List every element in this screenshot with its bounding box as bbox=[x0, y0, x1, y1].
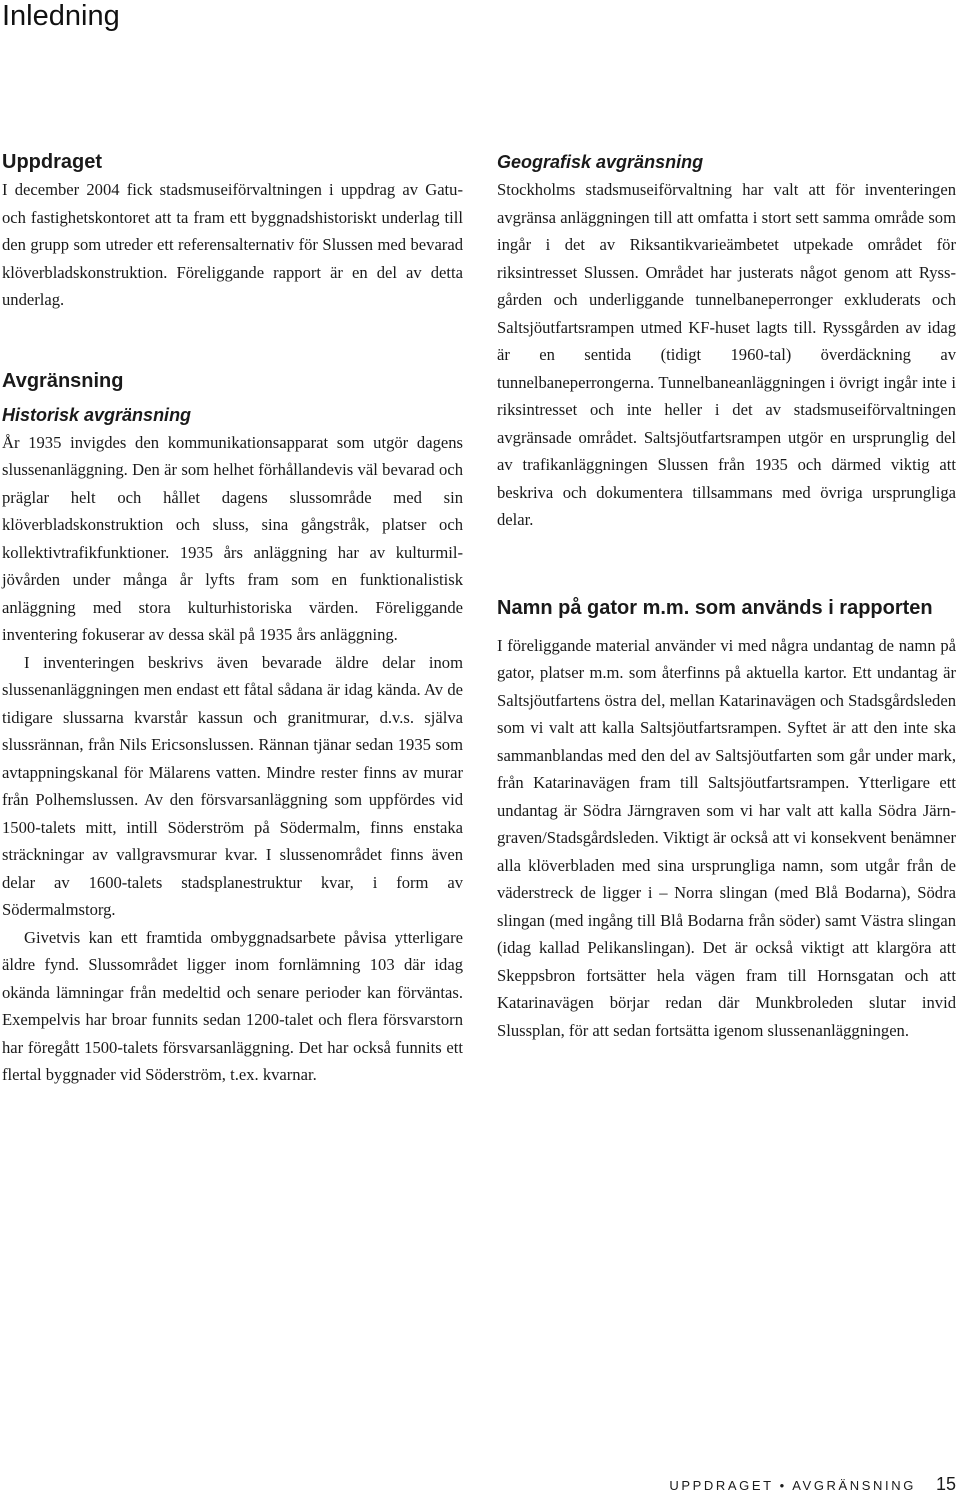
paragraph-namn: I föreliggande material använder vi med några undantag de namn på gator, platser m.m. som återfinns på aktuella kartor. Ett undantag är Saltsjöutfartens östra del, mellan Katarinavägen och Stadsgårdsleden som vi valt att kalla Saltsjöutfartsrampen. Syftet är att den inte ska sammanblandas med den del av Saltsjöutfarten som går under mark, från Katarinavägen fram till Saltsjöutfartsrampen. Ytterligare ett undantag är Södra Järngraven som vi har valt att kalla Södra Järngraven/Stadsgårdsleden. Viktigt är också att vi konsekvent benämner alla klöverbladen med sina ursprungliga namn, som utgår från de väderstreck de ligger i – Norra slingan (med Blå Bodarna), Södra slingan (med ingång till Blå Bodarna från söder) samt Västra slingan (idag kallad Pelikanslingan). Det är också viktigt att klargöra att Skeppsbron fortsätter hela vägen fram till Hornsgatan och att Katarinavägen börjar redan där Munkbroleden slutar invid Slussplan, för att sedan fortsätta igenom slussenanläggningen. bbox=[497, 635, 956, 1040]
left-column bbox=[2, 148, 463, 1089]
paragraph-geografisk: Stockholms stadsmuseiförvaltning har valt att för inventeringen avgränsa anläggningen till att omfatta i stort sett samma område som ingår i det av Riksantikvarieämbetet utpekade området för riksintresset Slussen. Området har justerats något genom att Ryssgården och underliggande tunnelbaneperronger exkluderats och Saltsjöutfartsrampen utmed KF-huset lagts till. Ryssgården av idag är en sentida (tidigt 1960-tal) överdäckning av tunnelbaneperrongerna. Tunnelbaneanläggningen i övrigt ingår inte i riksintresset och inte heller i det av stadsmuseiförvaltningen avgränsade området. Saltsjöutfartsrampen utgör en ursprunglig del av trafikanläggningen Slussen från 1935 och därmed viktig att beskriva och dokumentera tillsammans med övriga ursprungliga delar. bbox=[497, 180, 956, 529]
heading-uppdraget: Uppdraget bbox=[2, 151, 102, 173]
heading-namn: Namn på gator m.m. som används i rapporten bbox=[497, 596, 933, 619]
section-uppdraget bbox=[2, 148, 463, 314]
paragraph-uppdraget: I december 2004 fick stadsmuseiförvaltningen i uppdrag av Gatu- och fastighetskontoret att ta fram ett byggnadshistoriskt underlag till den grupp som utreder ett referensalternativ för Slussen med bevarad klöverbladskonstruktion. Föreliggande rapport är en del av detta underlag. bbox=[2, 180, 463, 309]
paragraph-historisk-2: I inventeringen beskrivs även bevarade äldre delar inom slussenanläggningen men endast ett fåtal sådana är idag kända. Av de tidigare slussarna kvarstår kassun och granitmurar, d.v.s. själva slussrännan, från Nils Ericsonslussen. Rännan tjänar sedan 1935 som avtappningskanal för Mälarens vatten. Mindre rester finns av murar från Polhemslussen. Av den försvarsanläggning som uppfördes vid 1500-talets mitt, intill Söderström på Södermalm, finns enstaka sträckningar av vallgravsmurar kvar. I slussenområdet finns även delar av 1600-talets stadsplanestruktur kvar, i form av Södermalmstorg. bbox=[2, 652, 463, 919]
subheading-historisk: Historisk avgränsning bbox=[2, 404, 192, 425]
paragraph-historisk-1: År 1935 invigdes den kommunikationsapparat som utgör dagens slussenanläggning. Den är som helhet förhållandevis väl bevarad och präglar helt och hållet dagens slussområde med sin klöverbladskonstruktion och sluss, sina gångstråk, platser och kollektivtrafikfunktioner. 1935 års anläggning har av kulturmiljövården under många år lyfts fram som en funktionalistisk anläggning med stora kulturhistoriska värden. Föreliggande inventering fokuserar av dessa skäl på 1935 års anläggning. bbox=[2, 432, 463, 644]
section-geografisk bbox=[497, 148, 956, 534]
chapter-title: Inledning bbox=[2, 0, 120, 32]
running-head: UPPDRAGET • AVGRÄNSNING bbox=[669, 1478, 916, 1493]
right-column bbox=[497, 148, 956, 1044]
page-footer bbox=[669, 1474, 956, 1496]
subheading-geografisk: Geografisk avgränsning bbox=[497, 152, 704, 172]
heading-avgransning: Avgränsning bbox=[2, 369, 124, 392]
paragraph-historisk-3: Givetvis kan ett framtida ombyggnadsarbete påvisa ytterligare äldre fynd. Slussområdet ligger inom fornlämning 103 där idag okända lämningar från medeltid och senare perioder kan förväntas. Exempelvis har broar funnits sedan 1200-talet och flera försvarstorn har föregått 1500-talets försvarsanläggning. Det har också funnits ett flertal byggnader vid Söderström, t.ex. kvarnar. bbox=[2, 927, 463, 1084]
page-number: 15 bbox=[935, 1474, 956, 1494]
section-avgransning bbox=[2, 367, 463, 1089]
section-namn bbox=[497, 594, 956, 1045]
